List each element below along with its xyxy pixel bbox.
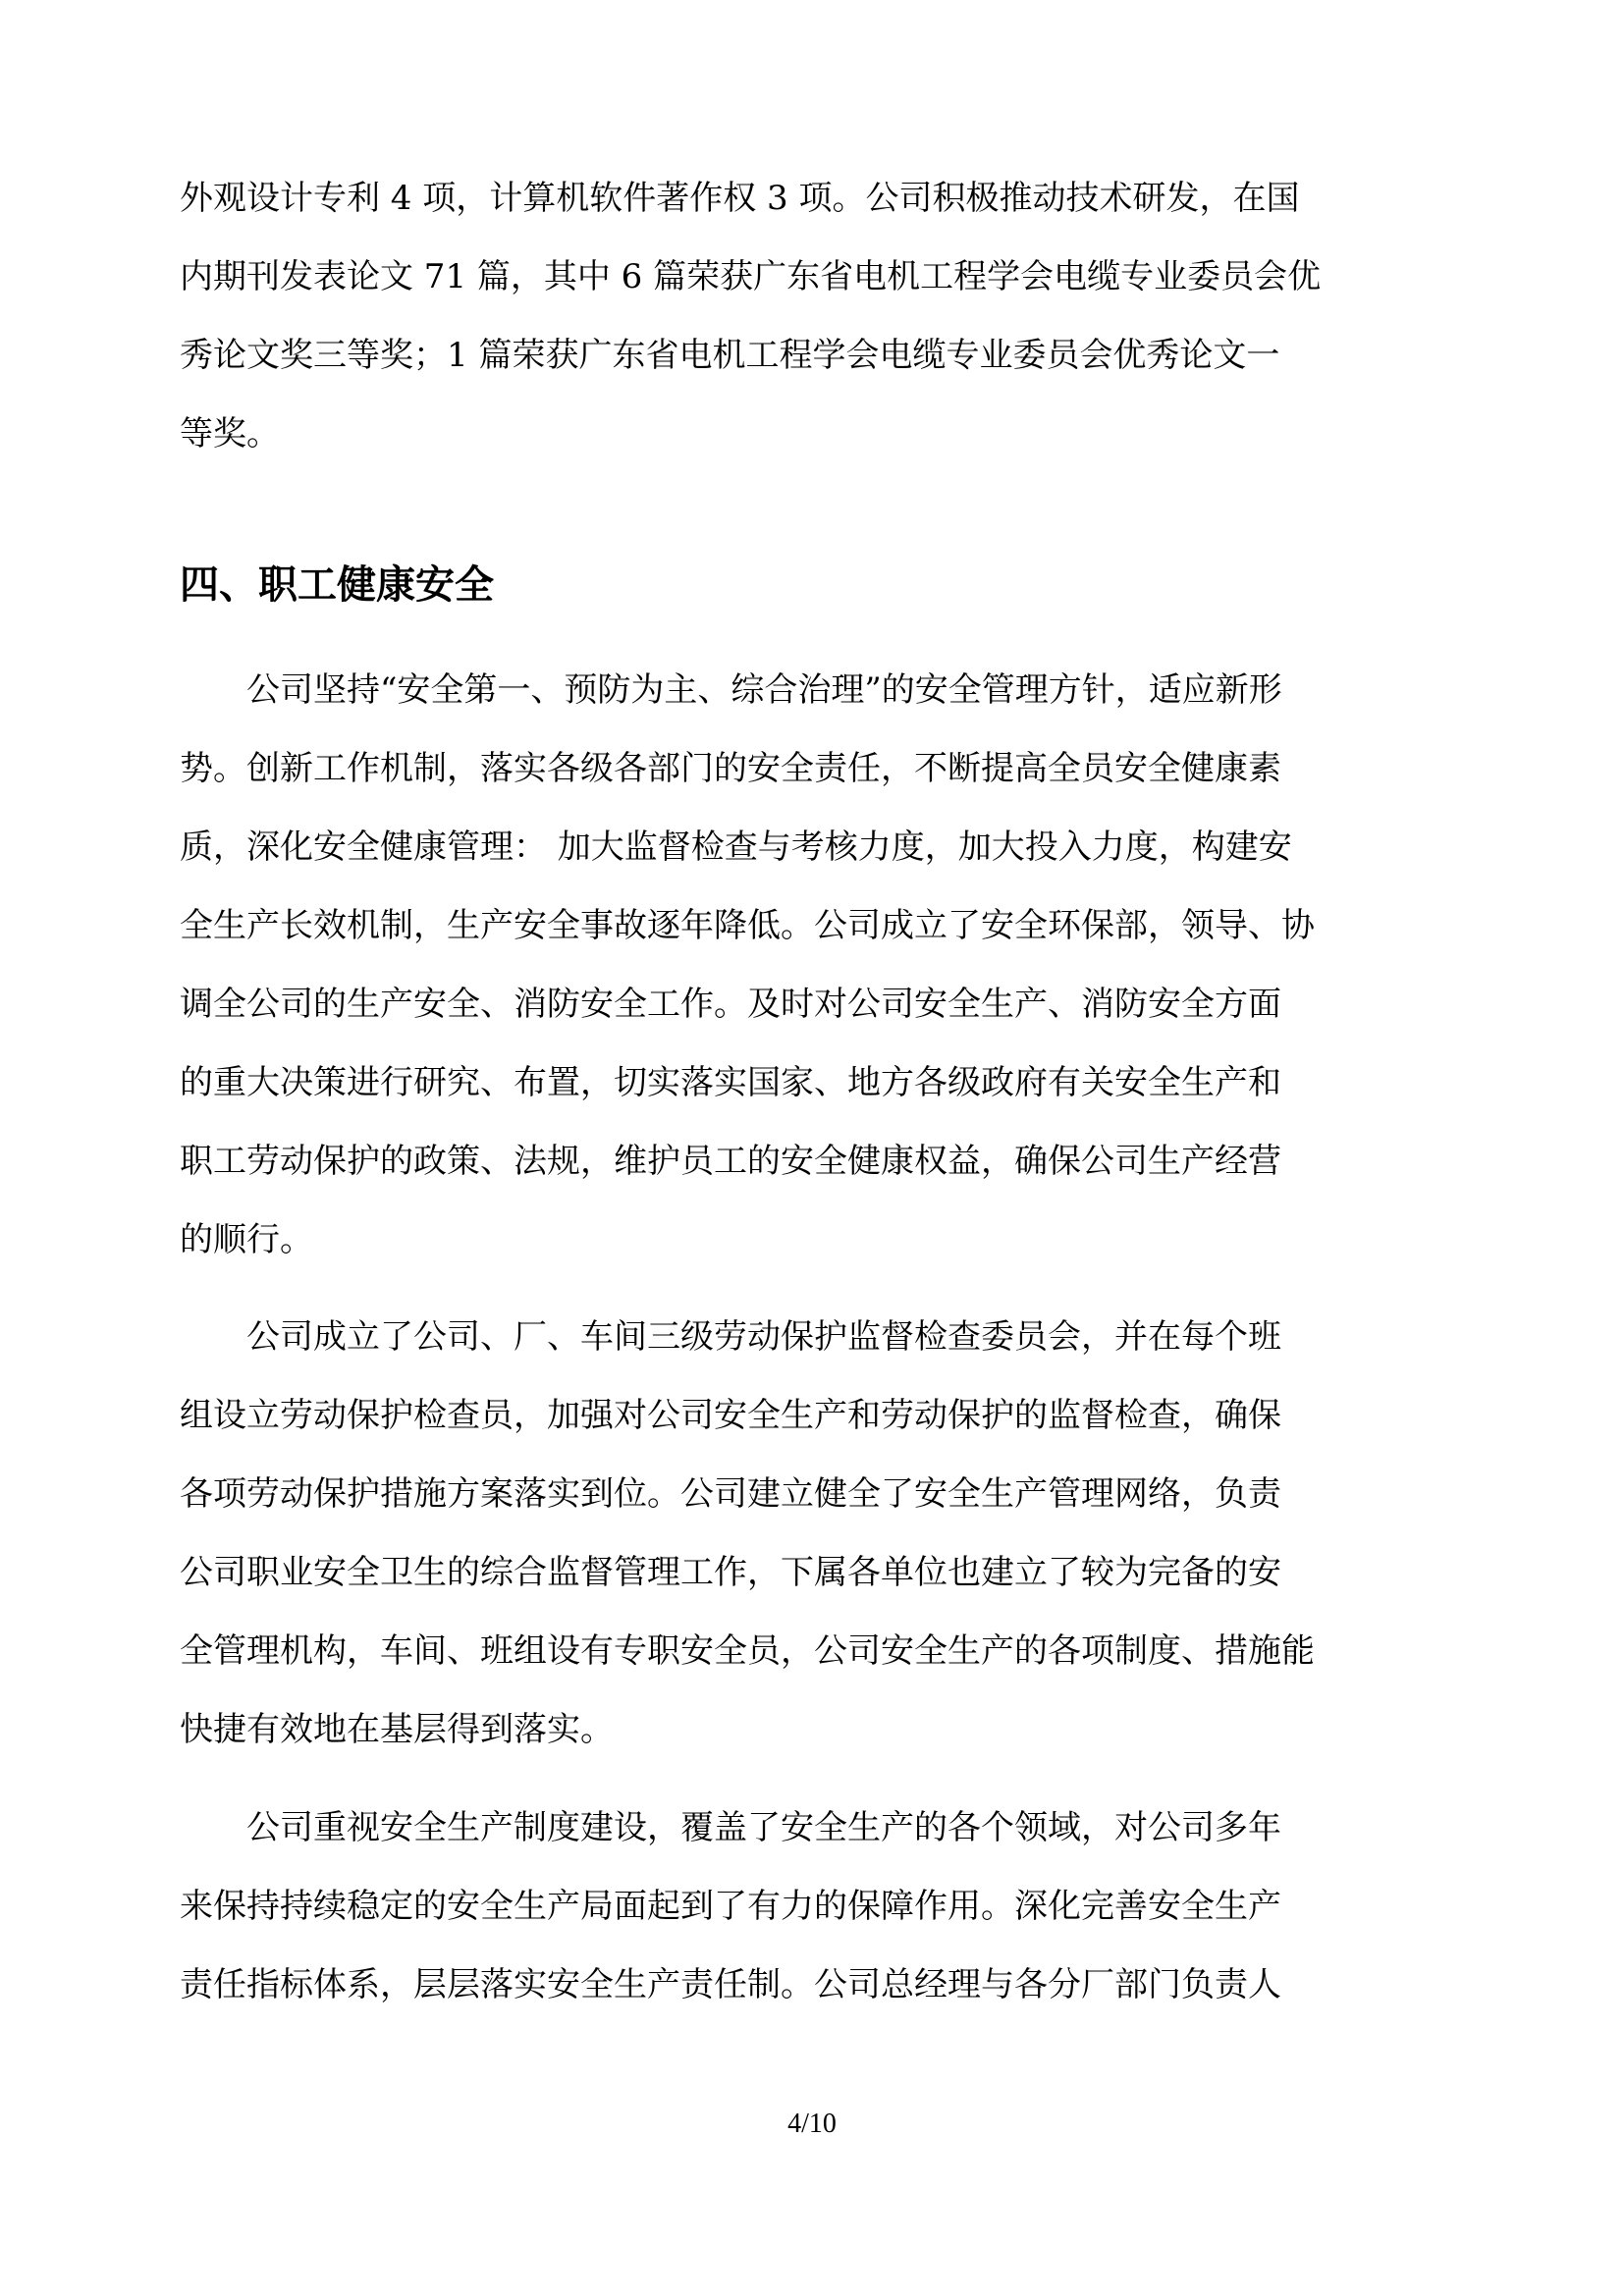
text-line: 来保持持续稳定的安全生产局面起到了有力的保障作用。深化完善安全生产 (180, 1887, 1281, 1926)
text-line: 全生产长效机制，生产安全事故逐年降低。公司成立了安全环保部，领导、协 (180, 906, 1315, 945)
text-line: 等奖。 (180, 414, 280, 454)
text-line: 的顺行。 (180, 1220, 313, 1259)
section-heading: 四、职工健康安全 (180, 562, 494, 608)
text-line: 质，深化安全健康管理： 加大监督检查与考核力度，加大投入力度，构建安 (180, 828, 1292, 867)
text-line: 公司重视安全生产制度建设，覆盖了安全生产的各个领域，对公司多年 (246, 1808, 1281, 1847)
text-line: 内期刊发表论文 71 篇，其中 6 篇荣获广东省电机工程学会电缆专业委员会优 (180, 257, 1322, 296)
text-line: 外观设计专利 4 项，计算机软件著作权 3 项。公司积极推动技术研发，在国 (180, 179, 1300, 218)
text-line: 公司坚持“安全第一、预防为主、综合治理”的安全管理方针，适应新形 (246, 670, 1282, 710)
text-line: 公司职业安全卫生的综合监督管理工作，下属各单位也建立了较为完备的安 (180, 1553, 1281, 1592)
text-line: 组设立劳动保护检查员，加强对公司安全生产和劳动保护的监督检查，确保 (180, 1396, 1281, 1435)
text-line: 的重大决策进行研究、布置，切实落实国家、地方各级政府有关安全生产和 (180, 1063, 1281, 1102)
text-line: 调全公司的生产安全、消防安全工作。及时对公司安全生产、消防安全方面 (180, 985, 1281, 1024)
text-line: 公司成立了公司、厂、车间三级劳动保护监督检查委员会，并在每个班 (246, 1317, 1281, 1357)
text-line: 全管理机构，车间、班组设有专职安全员，公司安全生产的各项制度、措施能 (180, 1631, 1315, 1671)
text-line: 责任指标体系，层层落实安全生产责任制。公司总经理与各分厂部门负责人 (180, 1965, 1281, 2004)
text-line: 快捷有效地在基层得到落实。 (180, 1710, 614, 1749)
text-line: 势。创新工作机制，落实各级各部门的安全责任，不断提高全员安全健康素 (180, 749, 1281, 788)
text-line: 职工劳动保护的政策、法规，维护员工的安全健康权益，确保公司生产经营 (180, 1142, 1281, 1181)
page-number: 4/10 (787, 2109, 837, 2139)
text-line: 各项劳动保护措施方案落实到位。公司建立健全了安全生产管理网络，负责 (180, 1474, 1281, 1514)
text-line: 秀论文奖三等奖；1 篇荣获广东省电机工程学会电缆专业委员会优秀论文一 (180, 336, 1280, 375)
